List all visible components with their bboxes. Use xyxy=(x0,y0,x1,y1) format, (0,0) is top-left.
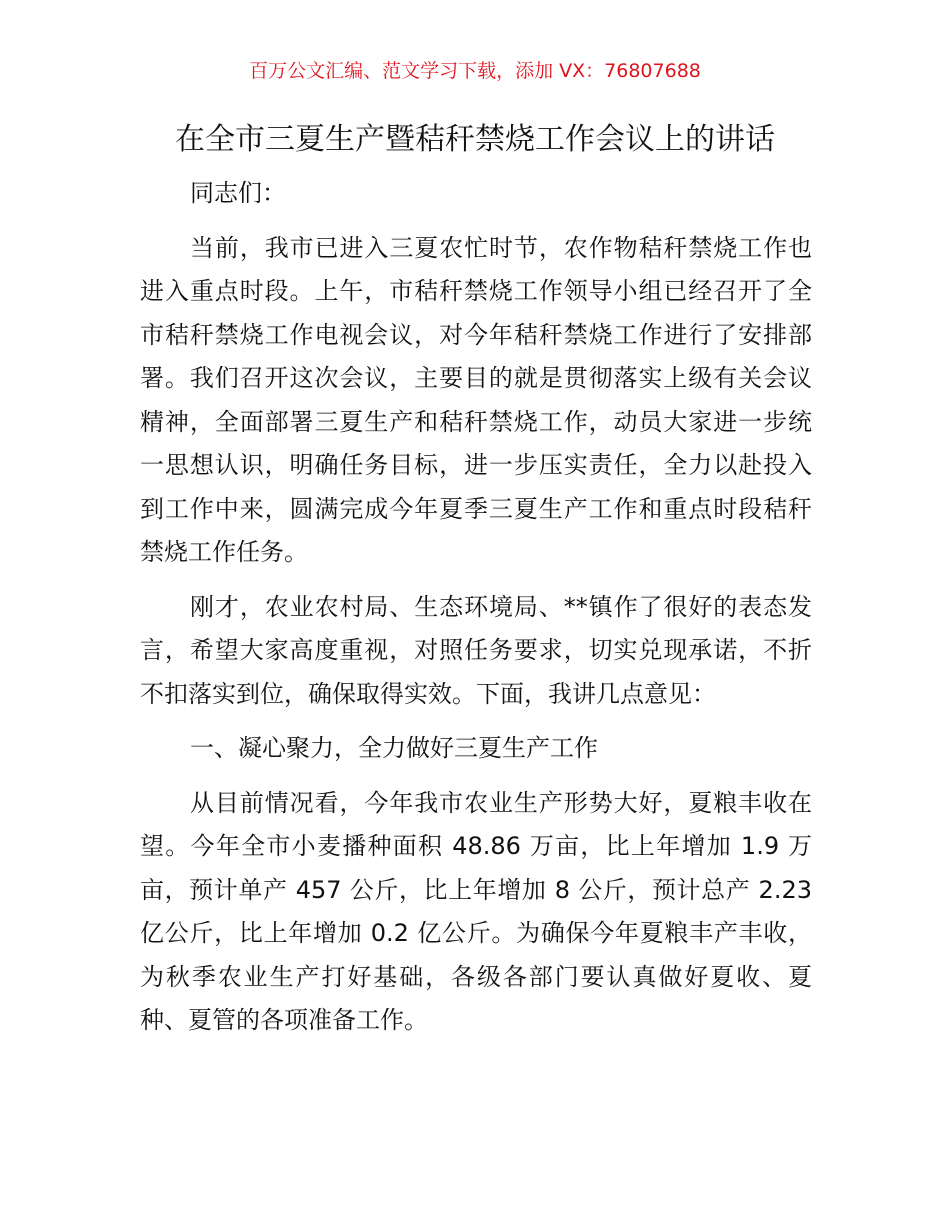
document-title: 在全市三夏生产暨秸秆禁烧工作会议上的讲话 xyxy=(175,122,775,157)
text-line: 署。我们召开这次会议，主要目的就是贯彻落实上级有关会议 xyxy=(140,364,812,392)
paragraph xyxy=(140,227,812,575)
text-line: 进入重点时段。上午，市秸秆禁烧工作领导小组已经召开了全 xyxy=(140,277,812,305)
text-line: 禁烧工作任务。 xyxy=(140,538,308,566)
paragraph xyxy=(140,782,812,1043)
paragraph xyxy=(140,172,812,216)
text-line: 一、凝心聚力，全力做好三夏生产工作 xyxy=(190,734,598,762)
text-line: 不扣落实到位，确保取得实效。下面，我讲几点意见： xyxy=(140,679,716,708)
text-line: 同志们： xyxy=(190,179,286,207)
text-line: 种、夏管的各项准备工作。 xyxy=(140,1006,428,1034)
text-line: 到工作中来，圆满完成今年夏季三夏生产工作和重点时段秸秆 xyxy=(140,494,812,523)
text-line: 为秋季农业生产打好基础，各级各部门要认真做好夏收、夏 xyxy=(140,962,812,991)
document-body xyxy=(140,172,812,1054)
text-line: 亩，预计单产 457 公斤，比上年增加 8 公斤，预计总产 2.23 xyxy=(140,875,812,904)
text-line: 精神，全面部署三夏生产和秸秆禁烧工作，动员大家进一步统 xyxy=(140,407,812,436)
text-line: 刚才，农业农村局、生态环境局、**镇作了很好的表态发 xyxy=(190,592,812,621)
text-line: 望。今年全市小麦播种面积 48.86 万亩，比上年增加 1.9 万 xyxy=(140,832,812,860)
watermark-header: 百万公文汇编、范文学习下载，添加 VX：76807688 xyxy=(249,60,701,82)
paragraph xyxy=(140,727,812,771)
paragraph xyxy=(140,586,812,717)
text-line: 亿公斤，比上年增加 0.2 亿公斤。为确保今年夏粮丰产丰收， xyxy=(140,919,812,947)
text-line: 从目前情况看，今年我市农业生产形势大好，夏粮丰收在 xyxy=(190,788,812,817)
text-line: 一思想认识，明确任务目标，进一步压实责任，全力以赴投入 xyxy=(140,451,812,479)
text-line: 市秸秆禁烧工作电视会议，对今年秸秆禁烧工作进行了安排部 xyxy=(140,320,812,349)
text-line: 当前，我市已进入三夏农忙时节，农作物秸秆禁烧工作也 xyxy=(190,233,812,262)
text-line: 言，希望大家高度重视，对照任务要求，切实兑现承诺，不折 xyxy=(140,636,812,664)
